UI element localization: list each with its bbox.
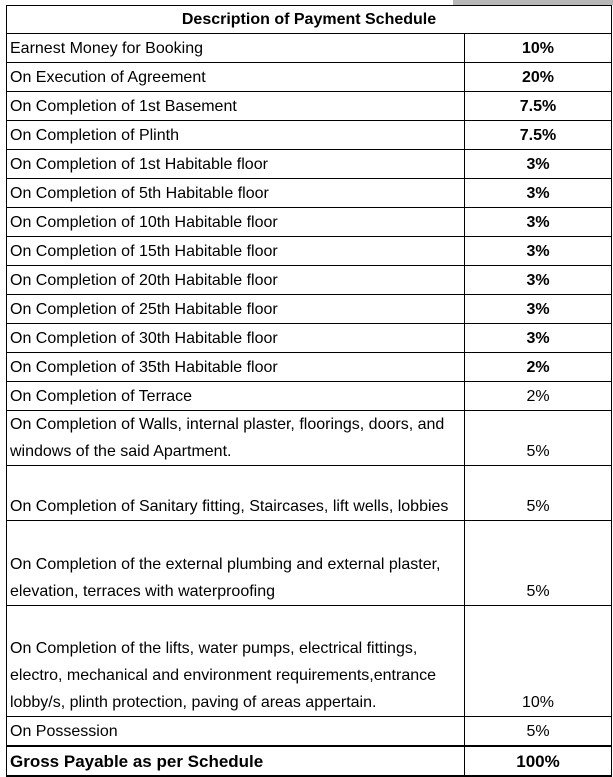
row-label: On Completion of 10th Habitable floor (7, 208, 465, 237)
row-label: On Completion of the lifts, water pumps, electrical fittings, electro, mechanical and environment requirements,entrance lobby/s, plinth protection, paving of areas appertain. (7, 606, 465, 717)
table-header-row (7, 6, 612, 34)
row-value: 7.5% (465, 92, 612, 121)
table-row (7, 179, 612, 208)
row-label: On Completion of Walls, internal plaster, floorings, doors, and windows of the said Apartment. (7, 411, 465, 466)
total-label: Gross Payable as per Schedule (7, 746, 465, 776)
row-label: On Completion of Terrace (7, 382, 465, 411)
row-value: 3% (465, 324, 612, 353)
table-row (7, 353, 612, 382)
table-row (7, 208, 612, 237)
row-value: 3% (465, 237, 612, 266)
table-row (7, 324, 612, 353)
table-row (7, 606, 612, 717)
row-value: 2% (465, 353, 612, 382)
row-label: On Completion of Plinth (7, 121, 465, 150)
row-value: 3% (465, 179, 612, 208)
row-value: 20% (465, 63, 612, 92)
table-row (7, 266, 612, 295)
table-header: Description of Payment Schedule (7, 6, 612, 34)
row-label: On Completion of 5th Habitable floor (7, 179, 465, 208)
payment-schedule-table (6, 5, 612, 777)
total-row (7, 746, 612, 776)
total-value: 100% (465, 746, 612, 776)
row-value: 3% (465, 208, 612, 237)
row-value: 10% (465, 606, 612, 717)
table-row (7, 150, 612, 179)
row-value: 10% (465, 34, 612, 63)
table-row (7, 466, 612, 521)
row-label: On Possession (7, 717, 465, 747)
table-row (7, 411, 612, 466)
table-row (7, 295, 612, 324)
row-label: On Execution of Agreement (7, 63, 465, 92)
row-label: On Completion of 25th Habitable floor (7, 295, 465, 324)
row-label: On Completion of the external plumbing and external plaster, elevation, terraces with waterproofing (7, 521, 465, 606)
row-value: 5% (465, 521, 612, 606)
table-row (7, 121, 612, 150)
row-label: On Completion of Sanitary fitting, Staircases, lift wells, lobbies (7, 466, 465, 521)
row-value: 5% (465, 717, 612, 747)
table-row (7, 382, 612, 411)
row-value: 2% (465, 382, 612, 411)
row-label: On Completion of 35th Habitable floor (7, 353, 465, 382)
row-label: On Completion of 1st Basement (7, 92, 465, 121)
table-row (7, 63, 612, 92)
table-row (7, 92, 612, 121)
row-value: 3% (465, 150, 612, 179)
table-row (7, 717, 612, 747)
table-row (7, 237, 612, 266)
row-label: On Completion of 1st Habitable floor (7, 150, 465, 179)
row-value: 5% (465, 466, 612, 521)
row-label: On Completion of 15th Habitable floor (7, 237, 465, 266)
row-label: Earnest Money for Booking (7, 34, 465, 63)
row-value: 3% (465, 266, 612, 295)
row-value: 3% (465, 295, 612, 324)
table-row (7, 34, 612, 63)
row-value: 5% (465, 411, 612, 466)
row-label: On Completion of 30th Habitable floor (7, 324, 465, 353)
table-row (7, 521, 612, 606)
row-label: On Completion of 20th Habitable floor (7, 266, 465, 295)
row-value: 7.5% (465, 121, 612, 150)
